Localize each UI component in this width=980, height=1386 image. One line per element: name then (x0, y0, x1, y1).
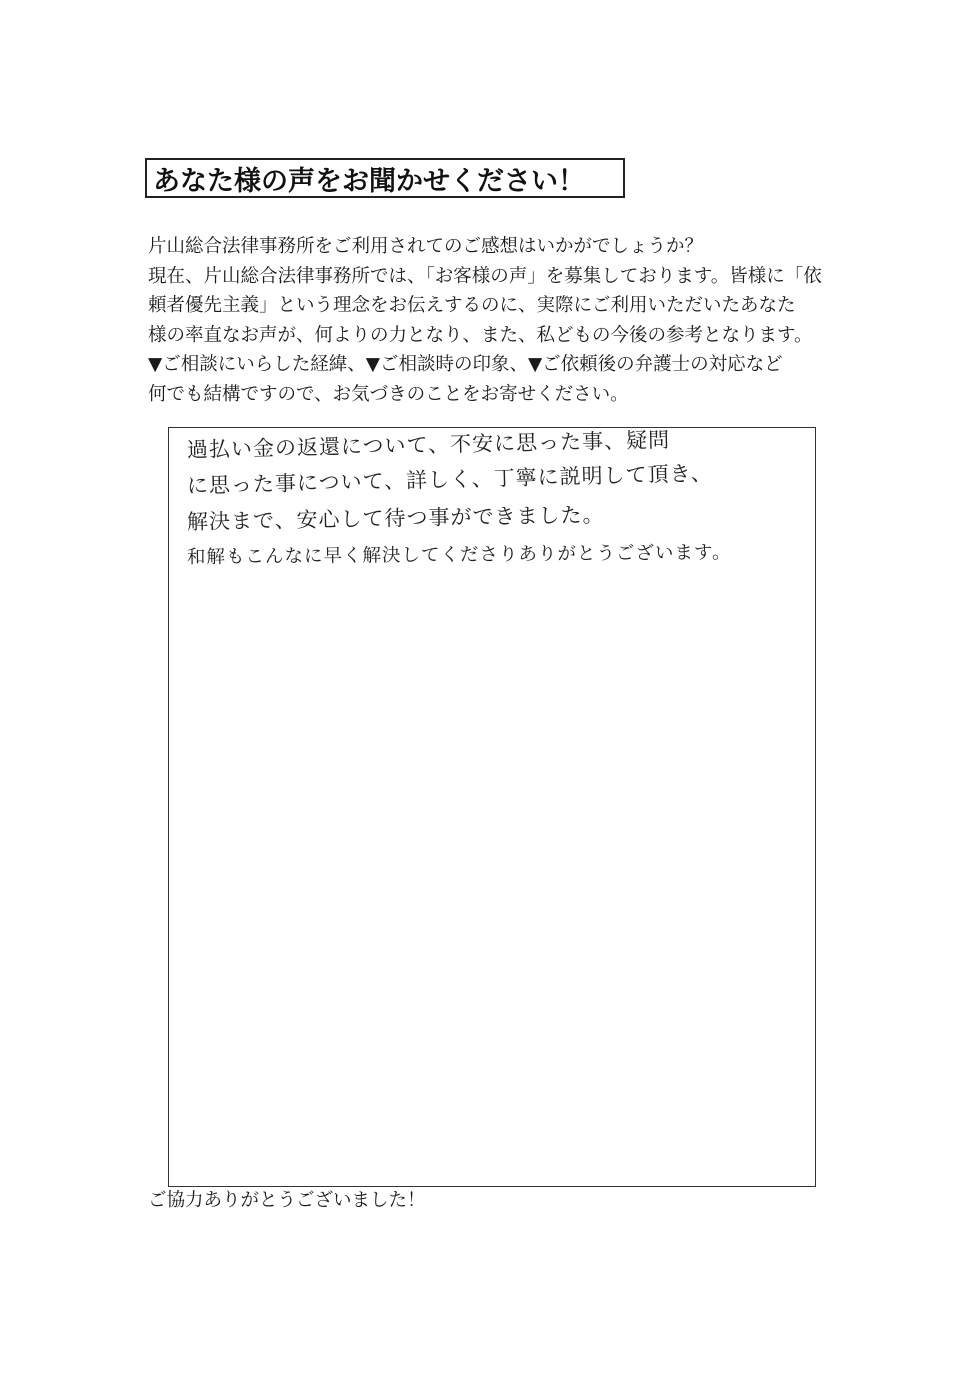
answer-line: 和解もこんなに早く解決してくださりありがとうございます。 (186, 542, 732, 568)
thanks-message: ご協力ありがとうございました！ (148, 1190, 426, 1211)
handwritten-answer-box (168, 427, 816, 1187)
intro-line: 現在、片山総合法律事務所では、「お客様の声」を募集しております。皆様に「依 (148, 265, 822, 287)
answer-line: 過払い金の返還について、不安に思った事、疑問 (186, 427, 671, 462)
intro-line: 頼者優先主義」という理念をお伝えするのに、実際にご利用いただいたあなた (148, 295, 796, 317)
answer-line: に思った事について、詳しく、丁寧に説明して頂き、 (186, 461, 714, 498)
intro-line: 片山総合法律事務所をご利用されてのご感想はいかがでしょうか？ (148, 236, 704, 257)
answer-line: 解決まで、安心して待つ事ができました。 (186, 502, 605, 534)
intro-line: ▼ご相談にいらした経緯、▼ご相談時の印象、▼ご依頼後の弁護士の対応など (148, 354, 783, 376)
intro-text (148, 232, 858, 410)
handwritten-answer (186, 427, 807, 576)
page-title: あなた様の声をお聞かせください！ (145, 158, 625, 198)
intro-line: 何でも結構ですので、お気づきのことをお寄せください。 (148, 383, 629, 405)
intro-line: 様の率直なお声が、何よりの力となり、また、私どもの今後の参考となります。 (148, 324, 813, 346)
